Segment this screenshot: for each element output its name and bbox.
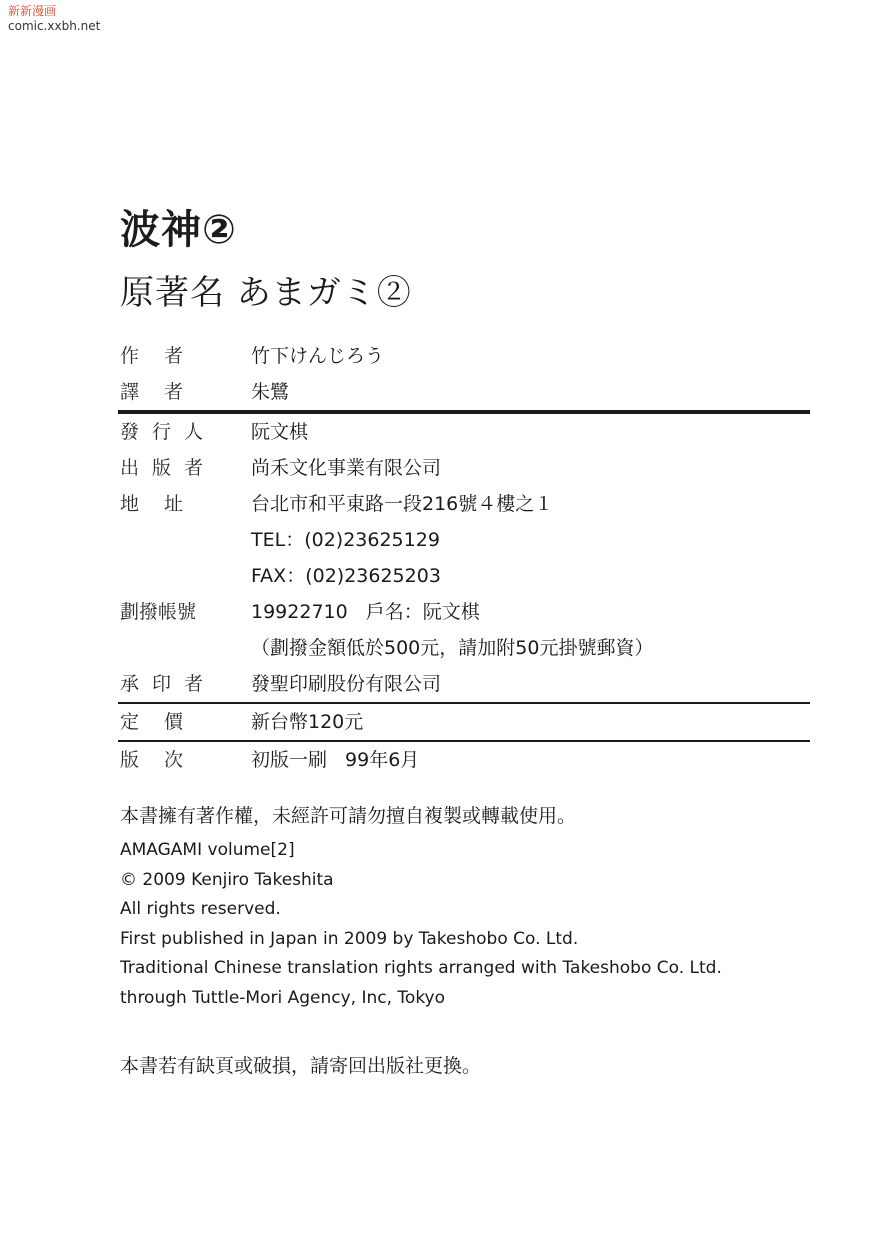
watermark	[8, 4, 100, 34]
credits-table	[118, 338, 810, 778]
english-line: First published in Japan in 2009 by Takeshobo Co. Ltd.	[120, 928, 579, 949]
original-title: 原著名 あまガミ②	[120, 273, 412, 313]
watermark-brand: 新新漫画	[8, 4, 57, 18]
publisher-person-value: 阮文棋	[251, 421, 309, 443]
publisher-label: 出版者	[120, 457, 217, 479]
defect-notice: 本書若有缺頁或破損，請寄回出版社更換。	[120, 1055, 482, 1077]
fax-value: FAX：(02)23625203	[251, 565, 441, 587]
credit-row-printer	[118, 666, 810, 702]
credit-row-tel	[118, 522, 810, 558]
english-line: through Tuttle-Mori Agency, Inc, Tokyo	[120, 987, 446, 1008]
credit-row-publisher	[118, 450, 810, 486]
credit-row-edition	[118, 742, 810, 778]
credit-row-account	[118, 594, 810, 630]
credit-row-price	[118, 704, 810, 740]
edition-text: 初版一刷	[251, 749, 328, 771]
english-line: All rights reserved.	[120, 899, 281, 919]
address-value: 台北市和平東路一段216號４樓之１	[251, 493, 554, 515]
watermark-url: comic.xxbh.net	[8, 19, 101, 33]
price-value: 新台幣120元	[251, 711, 364, 733]
printer-value: 發聖印刷股份有限公司	[251, 673, 442, 695]
price-label: 定價	[120, 711, 209, 733]
credit-row-translator	[118, 374, 810, 410]
printer-label: 承印者	[120, 673, 217, 695]
english-line: AMAGAMI volume[2]	[120, 840, 295, 860]
copyright-notice: 本書擁有著作權，未經許可請勿擅自複製或轉載使用。	[120, 805, 577, 827]
account-label: 劃撥帳號	[120, 601, 197, 623]
author-value: 竹下けんじろう	[251, 345, 385, 367]
credit-row-fax	[118, 558, 810, 594]
credit-row-author	[118, 338, 810, 374]
tel-value: TEL：(02)23625129	[251, 529, 440, 551]
english-line: Traditional Chinese translation rights arranged with Takeshobo Co. Ltd.	[120, 958, 722, 978]
credit-row-address	[118, 486, 810, 522]
account-name: 戶名：阮文棋	[365, 601, 480, 623]
edition-date: 99年6月	[345, 749, 420, 771]
account-value	[251, 594, 480, 630]
credit-row-publisher-person	[118, 414, 810, 450]
publisher-person-label: 發行人	[120, 421, 217, 443]
account-number: 19922710	[251, 601, 348, 623]
english-copyright-block	[120, 836, 722, 1013]
english-line: © 2009 Kenjiro Takeshita	[120, 869, 334, 890]
translator-value: 朱鷺	[251, 381, 290, 403]
publisher-value: 尚禾文化事業有限公司	[251, 457, 442, 479]
book-title: 波神②	[120, 207, 237, 253]
credit-row-account-note	[118, 630, 810, 666]
author-label: 作者	[120, 345, 209, 367]
translator-label: 譯者	[120, 381, 209, 403]
account-note: （劃撥金額低於500元，請加附50元掛號郵資）	[251, 637, 654, 659]
edition-value	[251, 742, 419, 778]
edition-label: 版次	[120, 749, 209, 771]
address-label: 地址	[120, 493, 209, 515]
